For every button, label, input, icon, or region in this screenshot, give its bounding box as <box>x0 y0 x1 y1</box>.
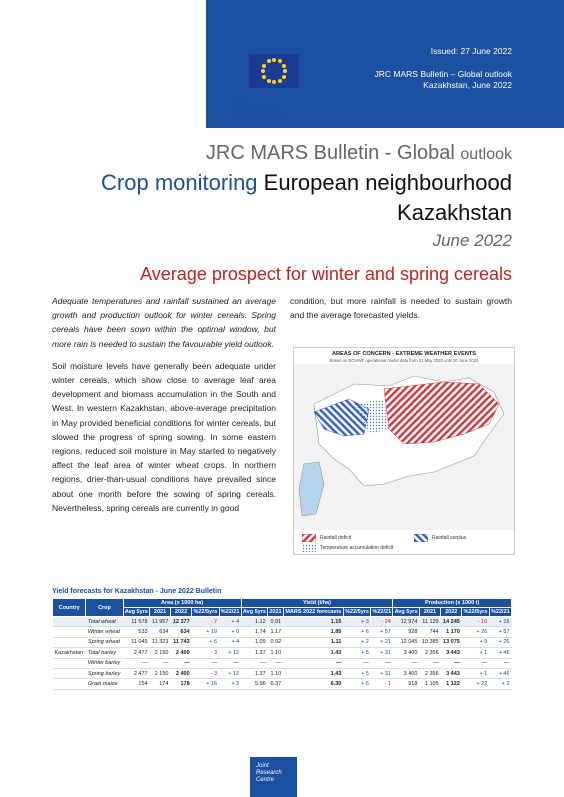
value-cell: 0.92 <box>268 637 284 647</box>
value-cell: 1.37 <box>241 668 268 678</box>
subheader-cell: Avg 5yrs <box>124 609 148 615</box>
country-cell-empty <box>53 617 86 627</box>
headline: Average prospect for winter and spring cereals <box>140 264 512 284</box>
value-cell: 928 <box>393 627 420 637</box>
value-cell: 533 <box>123 627 150 637</box>
value-cell: + 19 <box>192 627 219 637</box>
table-row <box>53 668 512 678</box>
subheader-cell: Avg 5yrs <box>242 609 266 615</box>
value-cell: 634 <box>170 627 191 637</box>
value-cell: 12 377 <box>170 617 191 627</box>
value-cell: — <box>170 658 191 668</box>
country-cell-empty <box>53 658 86 668</box>
value-cell: 3 400 <box>393 668 420 678</box>
value-cell: + 26 <box>462 627 489 637</box>
value-cell: + 2 <box>343 637 370 647</box>
eu-flag-icon <box>249 54 299 88</box>
value-cell: 2 150 <box>150 648 171 658</box>
value-cell: + 46 <box>489 668 511 678</box>
ec-name <box>239 102 283 120</box>
value-cell: — <box>192 658 219 668</box>
value-cell: + 2 <box>489 679 511 689</box>
legend-surplus-icon <box>414 534 428 542</box>
subheader-cell: 2022 <box>170 608 191 617</box>
subheader-cell: Avg 5yrs <box>394 609 418 615</box>
value-cell: 1.37 <box>241 648 268 658</box>
value-cell: - 24 <box>371 617 393 627</box>
value-cell: 634 <box>150 627 171 637</box>
map-title: AREAS OF CONCERN - EXTREME WEATHER EVENTS <box>331 351 477 357</box>
left-column <box>52 294 276 523</box>
value-cell: 1.12 <box>241 617 268 627</box>
value-cell: + 57 <box>371 627 393 637</box>
value-cell: 13 075 <box>441 637 462 647</box>
crop-cell: Spring barley <box>86 668 123 678</box>
subheader-cell: %22/21 <box>220 609 240 615</box>
value-cell: 174 <box>150 679 171 689</box>
subheader-cell: %22/21 <box>491 609 510 615</box>
date-title: June 2022 <box>432 231 512 250</box>
eu-star-icon <box>283 69 287 73</box>
jrc-line3: Centre <box>256 777 275 783</box>
ec-name-line1: European <box>239 102 274 111</box>
value-cell: - 7 <box>192 617 219 627</box>
value-cell: - 1 <box>371 679 393 689</box>
value-cell: 1.85 <box>283 627 343 637</box>
issued-date: Issued: 27 June 2022 <box>430 46 512 56</box>
value-cell: + 26 <box>489 637 511 647</box>
value-cell: — <box>371 658 393 668</box>
header-subtitle <box>375 69 512 91</box>
jrc-line2: Research <box>256 770 282 776</box>
value-cell: 1.10 <box>268 668 284 678</box>
value-cell: 2 477 <box>123 668 150 678</box>
value-cell: 11 323 <box>150 637 171 647</box>
subheader-cell: %22/5yrs <box>193 609 218 615</box>
european-neighbourhood: European neighbourhood <box>263 170 512 195</box>
value-cell: — <box>489 658 511 668</box>
group-area: Area (x 1000 ha) <box>123 599 241 608</box>
value-cell: + 6 <box>343 679 370 689</box>
intro-paragraph: Adequate temperatures and rainfall sustained an average growth and production outlook for winter cereals. Spring cereals have been sown within the optimal window, but more rain is needed to sustain the favourable yield outlook. <box>52 296 276 349</box>
page-header <box>0 0 564 128</box>
value-cell: 5.96 <box>241 679 268 689</box>
value-cell: - 10 <box>462 617 489 627</box>
value-cell: 6.30 <box>283 679 343 689</box>
value-cell: + 3 <box>343 617 370 627</box>
value-cell: + 4 <box>219 617 241 627</box>
country-cell-empty <box>53 627 86 637</box>
legend-deficit-icon <box>302 534 316 542</box>
value-cell: 154 <box>123 679 150 689</box>
value-cell: 3 443 <box>441 668 462 678</box>
value-cell: + 16 <box>192 679 219 689</box>
value-cell: 11 957 <box>150 617 171 627</box>
eu-star-icon <box>272 58 276 62</box>
region-line: Kazakhstan, June 2022 <box>423 80 512 90</box>
value-cell: 2 356 <box>419 668 440 678</box>
value-cell: — <box>283 658 343 668</box>
value-cell: + 3 <box>219 679 241 689</box>
value-cell: + 31 <box>371 648 393 658</box>
legend-rainfall-surplus: Rainfall surplus <box>432 535 467 541</box>
eu-star-icon <box>262 75 266 79</box>
value-cell: 1 122 <box>441 679 462 689</box>
value-cell: — <box>419 658 440 668</box>
value-cell: 11 578 <box>123 617 150 627</box>
value-cell: — <box>268 658 284 668</box>
value-cell: 1.74 <box>241 627 268 637</box>
eu-star-icon <box>272 80 276 84</box>
eu-star-icon <box>278 79 282 83</box>
col-country: Country <box>53 599 86 617</box>
value-cell: + 6 <box>343 627 370 637</box>
subheader-cell: 2022 <box>441 608 462 617</box>
value-cell: + 12 <box>219 648 241 658</box>
value-cell: + 0 <box>219 627 241 637</box>
country-cell-empty <box>53 668 86 678</box>
yield-table <box>52 598 512 690</box>
bulletin-outlook: outlook <box>460 146 512 163</box>
body-paragraph: Soil moisture levels have generally been adequate under winter cereals, which show close to average leaf area development and biomass accumulation in the South and West. In western Kazakhstan, above-average precipitation in May provided beneficial conditions for winter cereals, but slowed the progress of spring sowing. In some eastern regions, reduced soil moisture in May started to negatively affect the leaf area of winter wheat crops. In northern regions, drier-than-usual conditions have prevailed since about one month before the sowing of spring cereals. Nevertheless, spring cereals are currently in good <box>52 360 276 513</box>
eu-star-icon <box>278 59 282 63</box>
value-cell: 12 045 <box>393 637 420 647</box>
table-row <box>53 648 512 658</box>
eu-star-icon <box>267 79 271 83</box>
jrc-line1: Joint <box>256 763 269 769</box>
value-cell: — <box>219 658 241 668</box>
value-cell: 1.15 <box>283 617 343 627</box>
value-cell: 2 150 <box>150 668 171 678</box>
value-cell: - 3 <box>192 668 219 678</box>
country-cell-empty <box>53 637 86 647</box>
table-title: Yield forecasts for Kazakhstan - June 2022 Bulletin <box>52 588 222 595</box>
right-column <box>290 294 512 330</box>
concern-map <box>293 347 515 555</box>
value-cell: + 1 <box>462 668 489 678</box>
crop-monitoring-title <box>101 170 512 196</box>
value-cell: 11 129 <box>419 617 440 627</box>
subheader-cell: 2021 <box>150 608 171 617</box>
value-cell: 1.17 <box>268 627 284 637</box>
legend-rainfall-deficit: Rainfall deficit <box>320 535 352 541</box>
jrc-logo <box>250 757 297 797</box>
value-cell: 2 400 <box>170 648 191 658</box>
table-row <box>53 627 512 637</box>
legend-temperature-deficit: Temperature accumulation deficit <box>320 545 394 551</box>
value-cell: 1 105 <box>419 679 440 689</box>
value-cell: 1.43 <box>283 668 343 678</box>
value-cell: + 4 <box>219 637 241 647</box>
subheader-cell: %22/21 <box>372 609 392 615</box>
value-cell: 2 400 <box>170 668 191 678</box>
value-cell: 1.09 <box>241 637 268 647</box>
value-cell: + 5 <box>343 668 370 678</box>
crop-cell: Spring wheat <box>86 637 123 647</box>
country-cell-empty <box>53 679 86 689</box>
value-cell: 10 385 <box>419 637 440 647</box>
value-cell: + 9 <box>462 637 489 647</box>
country-cell: Kazakhstan <box>53 648 86 658</box>
crop-monitoring: Crop monitoring <box>101 170 258 195</box>
table-body <box>53 617 512 690</box>
value-cell: 6.37 <box>268 679 284 689</box>
value-cell: 3 443 <box>441 648 462 658</box>
group-yield: Yield (t/ha) <box>241 599 393 608</box>
value-cell: + 57 <box>489 627 511 637</box>
value-cell: 3 400 <box>393 648 420 658</box>
value-cell: + 1 <box>462 648 489 658</box>
value-cell: 11 045 <box>123 637 150 647</box>
value-cell: 178 <box>170 679 191 689</box>
ec-name-line2: Commission <box>239 111 284 120</box>
value-cell: — <box>123 658 150 668</box>
eu-star-icon <box>262 64 266 68</box>
col-crop: Crop <box>86 599 123 617</box>
crop-cell: Winter wheat <box>86 627 123 637</box>
body-paragraph-cont: condition, but more rainfall is needed to sustain growth and the average forecasted yields. <box>290 296 512 321</box>
table-row <box>53 679 512 689</box>
country-title: Kazakhstan <box>397 200 512 225</box>
value-cell: 1.10 <box>268 648 284 658</box>
value-cell: + 6 <box>192 637 219 647</box>
subheader-cell: %22/5yrs <box>463 609 488 615</box>
value-cell: - 3 <box>192 648 219 658</box>
value-cell: — <box>343 658 370 668</box>
value-cell: + 12 <box>219 668 241 678</box>
value-cell: 744 <box>419 627 440 637</box>
crop-cell: Grain maize <box>86 679 123 689</box>
value-cell: 2 477 <box>123 648 150 658</box>
value-cell: 12 974 <box>393 617 420 627</box>
value-cell: 1 170 <box>441 627 462 637</box>
header-logo-area <box>0 0 206 128</box>
subheader-cell: 2021 <box>269 609 282 615</box>
eu-star-icon <box>261 69 265 73</box>
subheader-cell: MARS 2022 forecasts <box>283 608 343 617</box>
bulletin-main: JRC MARS Bulletin - Global <box>205 142 455 164</box>
value-cell: 2 356 <box>419 648 440 658</box>
crop-cell: Total wheat <box>86 617 123 627</box>
value-cell: + 31 <box>371 668 393 678</box>
subheader-cell: 2021 <box>419 608 440 617</box>
legend-temp-icon <box>302 544 316 552</box>
value-cell: — <box>241 658 268 668</box>
eu-star-icon <box>282 75 286 79</box>
value-cell: — <box>441 658 462 668</box>
value-cell: 1.11 <box>283 637 343 647</box>
value-cell: — <box>393 658 420 668</box>
value-cell: — <box>462 658 489 668</box>
bulletin-line: JRC MARS Bulletin – Global outlook <box>374 69 512 79</box>
crop-cell: Winter barley <box>86 658 123 668</box>
eu-star-icon <box>267 59 271 63</box>
eu-star-icon <box>282 64 286 68</box>
map-subtitle: Based on ECMWF operational model data from 01 May 2022 until 20 June 2022 <box>329 358 479 363</box>
table-row <box>53 637 512 647</box>
table-row <box>53 617 512 627</box>
value-cell: + 21 <box>371 637 393 647</box>
value-cell: + 22 <box>462 679 489 689</box>
value-cell: — <box>150 658 171 668</box>
subheader-cell: %22/5yrs <box>345 609 369 615</box>
value-cell: 918 <box>393 679 420 689</box>
value-cell: 0.91 <box>268 617 284 627</box>
bulletin-title <box>206 142 512 165</box>
map-graphic <box>294 364 514 530</box>
value-cell: + 28 <box>489 617 511 627</box>
value-cell: 14 245 <box>441 617 462 627</box>
value-cell: 11 743 <box>170 637 191 647</box>
group-production: Production (x 1000 t) <box>393 599 512 608</box>
value-cell: 1.43 <box>283 648 343 658</box>
crop-cell: Total barley <box>86 648 123 658</box>
value-cell: + 46 <box>489 648 511 658</box>
table-row <box>53 658 512 668</box>
value-cell: + 5 <box>343 648 370 658</box>
